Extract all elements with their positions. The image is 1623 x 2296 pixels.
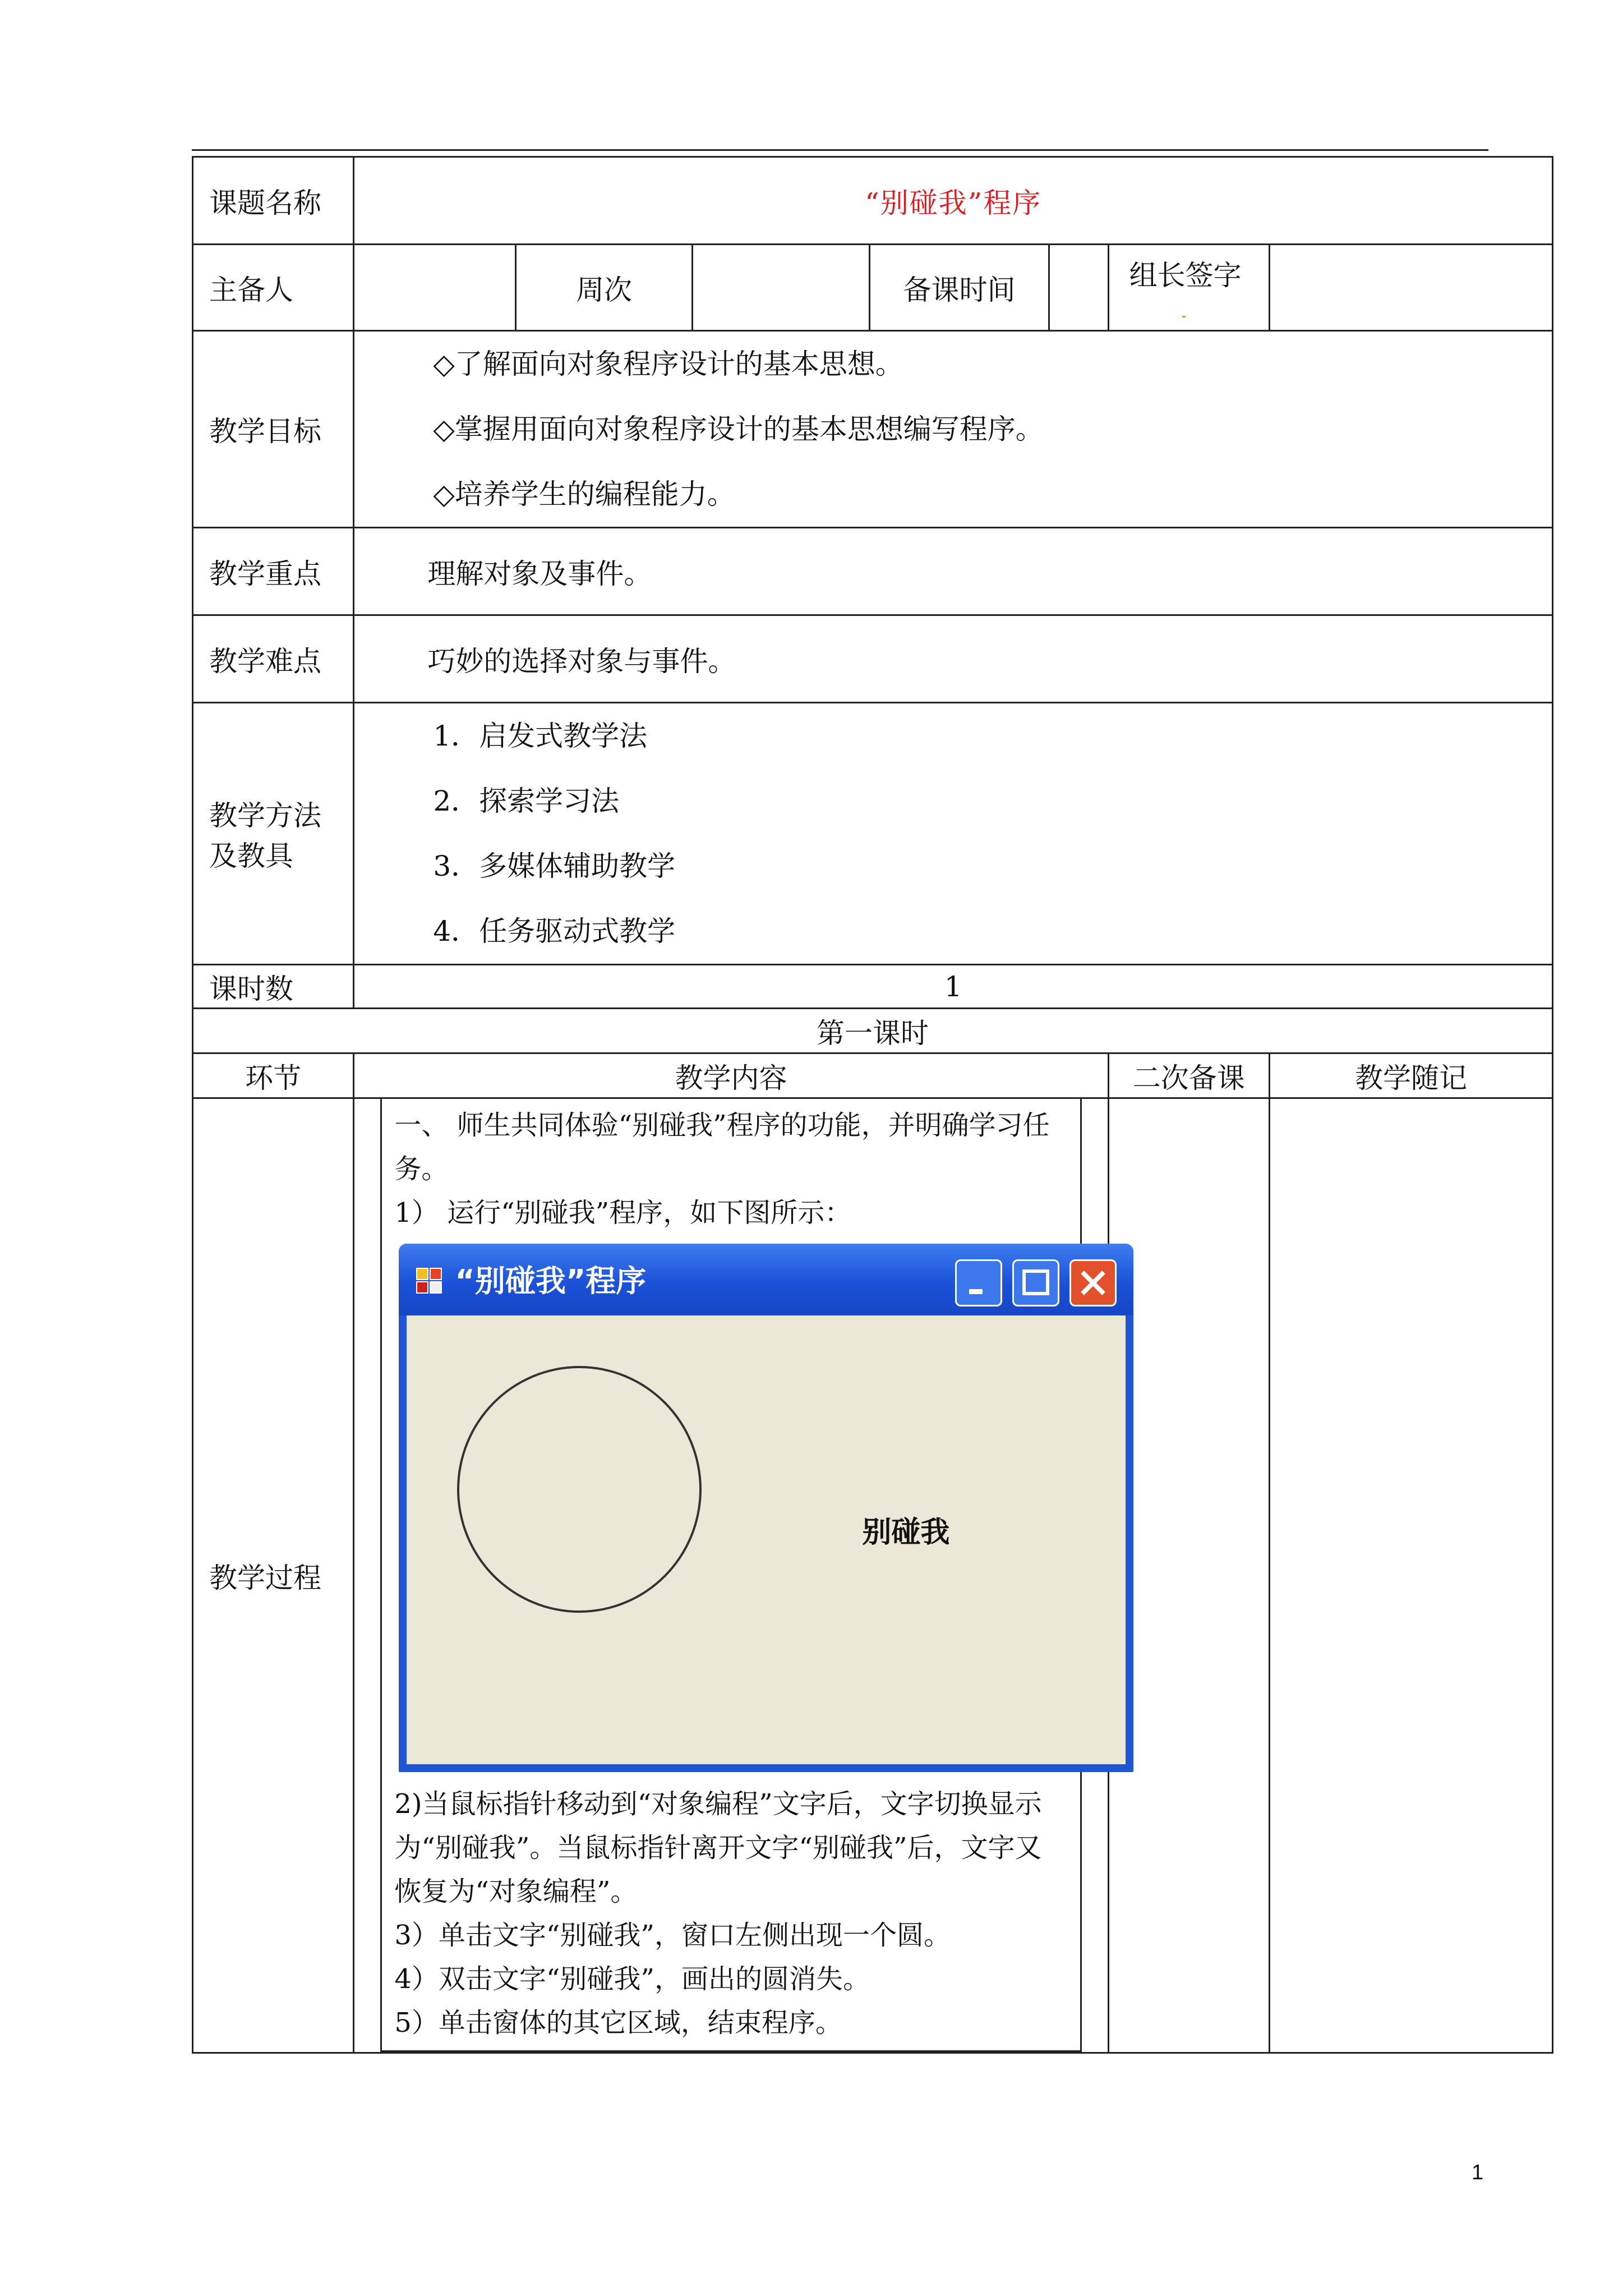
week-label: 周次 (515, 245, 693, 331)
goal-item: ◇掌握用面向对象程序设计的基本思想编写程序。 (433, 413, 1044, 445)
maximize-icon (1012, 1259, 1059, 1306)
process-step-2: 2)当鼠标指针移动到“对象编程”文字后，文字切换显示为“别碰我”。当鼠标指针离开文字“别碰我”后，文字又恢复为“对象编程”。 (394, 1788, 1042, 1907)
method-item: 3．多媒体辅助教学 (433, 850, 676, 882)
page-number: 1 (1472, 2161, 1484, 2184)
dont-touch-label: 别碰我 (862, 1516, 950, 1549)
process-step-4: 4）双击文字“别碰我”，画出的圆消失。 (394, 1963, 870, 1995)
window-titlebar (399, 1244, 1133, 1315)
goal-item: ◇了解面向对象程序设计的基本思想。 (433, 348, 903, 380)
methods-label (193, 703, 354, 965)
goal-item: ◇培养学生的编程能力。 (433, 478, 735, 510)
col-notes: 教学随记 (1269, 1053, 1552, 1098)
process-step-1: 1） 运行“别碰我”程序，如下图所示： (394, 1197, 852, 1228)
window-title: “别碰我”程序 (455, 1263, 647, 1299)
hours-label: 课时数 (193, 965, 354, 1009)
process-label: 教学过程 (193, 1098, 354, 2053)
goals-label: 教学目标 (193, 331, 354, 528)
drawn-circle (457, 1366, 702, 1613)
methods-label-line2: 及教具 (209, 840, 293, 872)
leader-sign-cell (1108, 245, 1269, 331)
process-step-3: 3）单击文字“别碰我”，窗口左侧出现一个圆。 (394, 1920, 951, 1951)
goals-list (354, 331, 1553, 528)
process-step-5: 5）单击窗体的其它区域，结束程序。 (394, 2007, 842, 2039)
app-icon (416, 1267, 444, 1295)
leader-sign-label: 组长签字 (1129, 259, 1242, 292)
demo-window-screenshot (399, 1244, 1133, 1772)
topic-title: “别碰我”程序 (354, 157, 1553, 245)
lesson-heading: 第一课时 (193, 1009, 1553, 1053)
close-icon (1069, 1259, 1117, 1306)
hours-value: 1 (354, 965, 1553, 1009)
topic-label: 课题名称 (193, 157, 354, 245)
notes-cell (1269, 1098, 1552, 2053)
methods-list (354, 703, 1553, 965)
col-content: 教学内容 (354, 1053, 1108, 1098)
methods-label-line1: 教学方法 (209, 799, 321, 832)
col-second-prep: 二次备课 (1108, 1053, 1269, 1098)
col-stage: 环节 (193, 1053, 354, 1098)
header-rule (192, 149, 1488, 151)
preparer-label: 主备人 (193, 245, 354, 331)
difficulties-text: 巧妙的选择对象与事件。 (354, 615, 1553, 703)
lesson-plan-table (192, 156, 1553, 2054)
leader-sign-value (1269, 245, 1552, 331)
minimize-icon (955, 1259, 1002, 1306)
method-item: 1．启发式教学法 (433, 720, 648, 752)
method-item: 4．任务驱动式教学 (433, 915, 676, 947)
process-content-cell (354, 1098, 1108, 2053)
week-value (693, 245, 870, 331)
method-item: 2．探索学习法 (433, 785, 620, 817)
key-points-text: 理解对象及事件。 (354, 528, 1553, 615)
prep-time-value (1049, 245, 1109, 331)
process-content-box (380, 1099, 1081, 2052)
window-client-area (407, 1315, 1126, 1764)
key-points-label: 教学重点 (193, 528, 354, 615)
difficulties-label: 教学难点 (193, 615, 354, 703)
process-intro: 一、 师生共同体验“别碰我”程序的功能，并明确学习任务。 (394, 1110, 1050, 1185)
prep-time-label: 备课时间 (870, 245, 1049, 331)
signature-mark (1182, 316, 1186, 318)
preparer-value (354, 245, 515, 331)
